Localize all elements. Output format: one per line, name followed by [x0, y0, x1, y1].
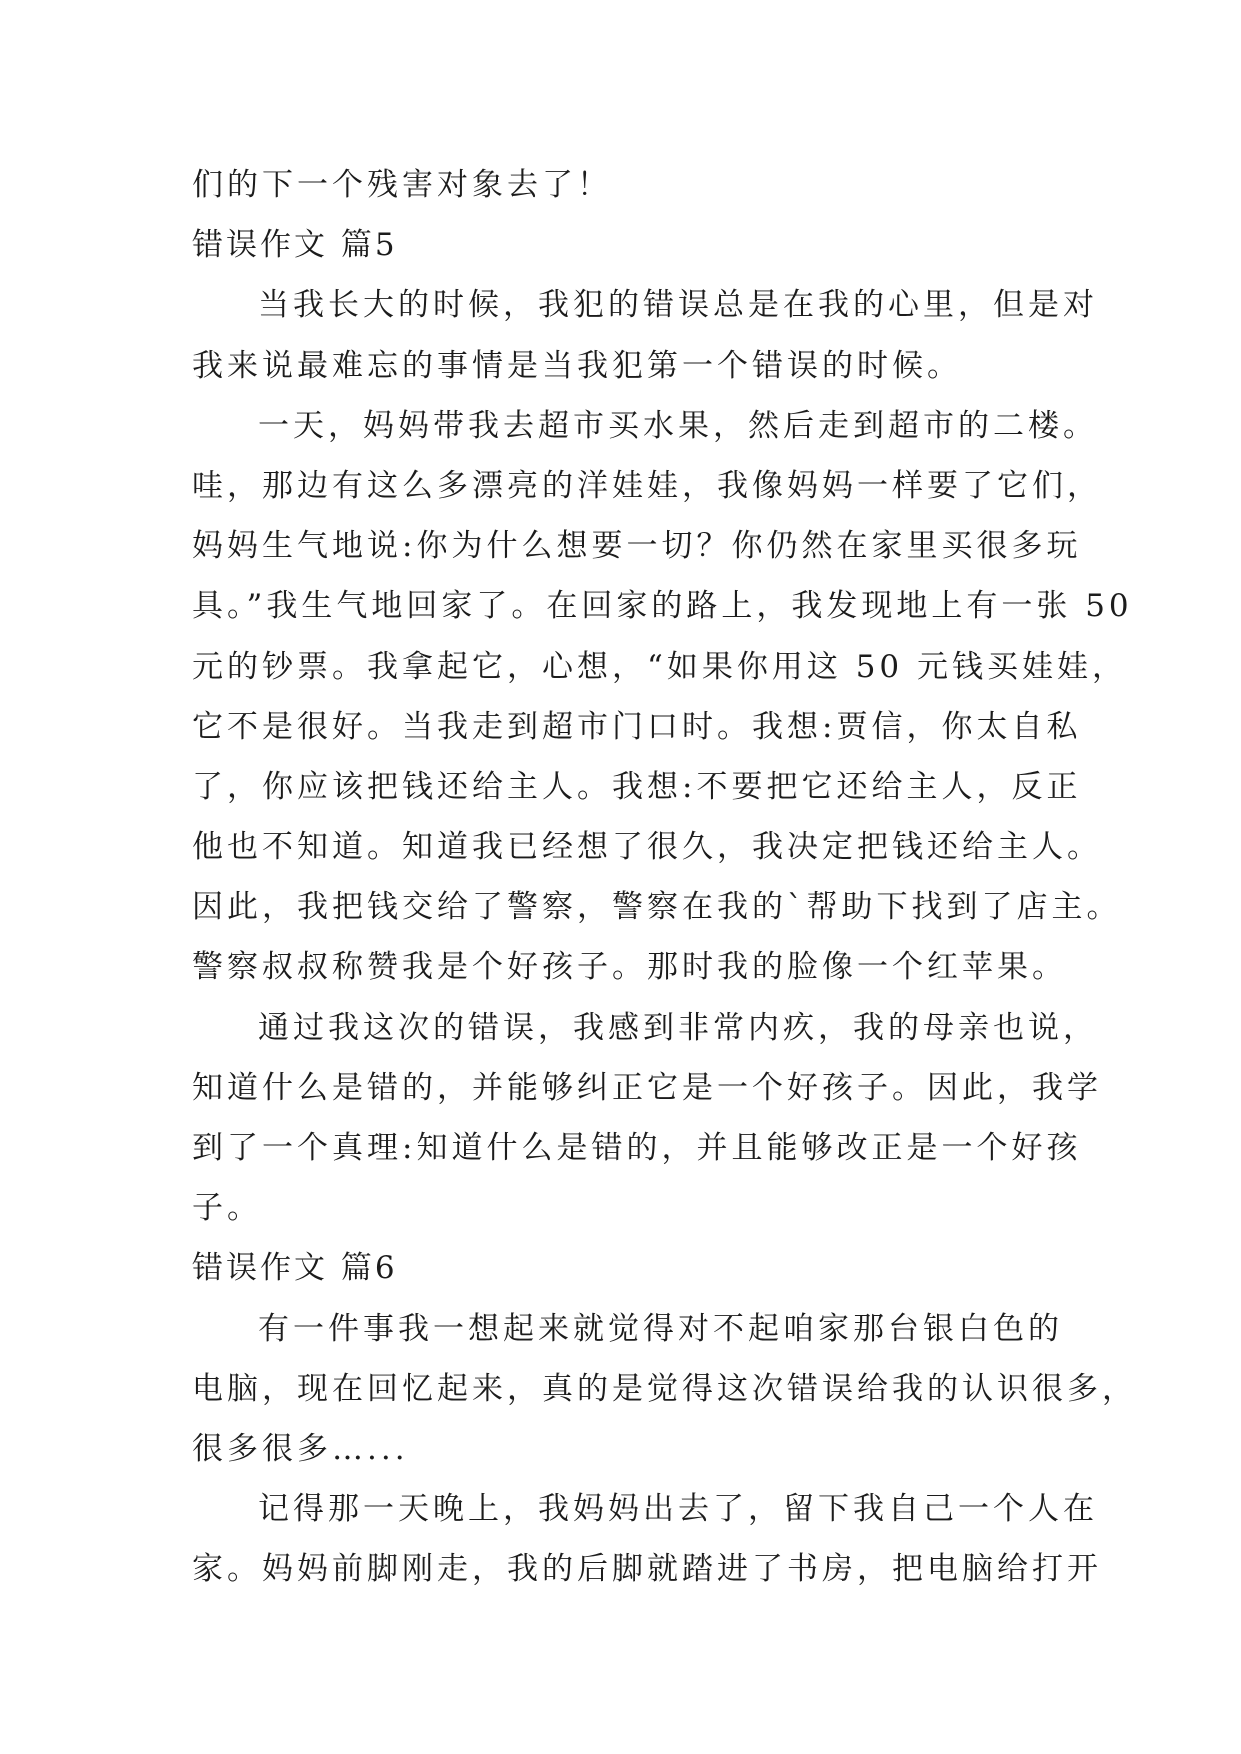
text-line: 妈妈生气地说:你为什么想要一切？你仍然在家里买很多玩: [192, 528, 1082, 565]
text-line: 电脑，现在回忆起来，真的是觉得这次错误给我的认识很多，: [192, 1370, 1137, 1407]
text-line: 们的下一个残害对象去了！: [192, 167, 612, 203]
text-line: 警察叔叔称赞我是个好孩子。那时我的脸像一个红苹果。: [192, 949, 1067, 986]
text-line: 子。: [192, 1190, 262, 1227]
text-line: 他也不知道。知道我已经想了很久，我决定把钱还给主人。: [192, 829, 1102, 866]
paragraph-first-line: 当我长大的时候，我犯的错误总是在我的心里，但是对: [258, 287, 1098, 324]
paragraph-first-line: 一天，妈妈带我去超市买水果，然后走到超市的二楼。: [258, 407, 1098, 444]
text-line: 到了一个真理:知道什么是错的，并且能够改正是一个好孩: [192, 1130, 1082, 1166]
text-line: 了，你应该把钱还给主人。我想:不要把它还给主人，反正: [192, 768, 1082, 805]
section-heading: 错误作文 篇6: [192, 1250, 398, 1287]
text-line: 具。”我生气地回家了。在回家的路上，我发现地上有一张 50: [192, 588, 1133, 625]
text-line: 家。妈妈前脚刚走，我的后脚就踏进了书房，把电脑给打开: [192, 1551, 1102, 1588]
text-line: 它不是很好。当我走到超市门口时。我想:贾信，你太自私: [192, 708, 1082, 745]
text-line: 元的钞票。我拿起它，心想，“如果你用这 50 元钱买娃娃，: [192, 648, 1127, 685]
text-line: 知道什么是错的，并能够纠正它是一个好孩子。因此，我学: [192, 1069, 1102, 1106]
paragraph-first-line: 记得那一天晚上，我妈妈出去了，留下我自己一个人在: [258, 1491, 1098, 1528]
section-heading: 错误作文 篇5: [192, 227, 398, 264]
paragraph-first-line: 有一件事我一想起来就觉得对不起咱家那台银白色的: [258, 1310, 1063, 1347]
text-line: 因此，我把钱交给了警察，警察在我的`帮助下找到了店主。: [192, 889, 1122, 926]
text-line: 哇，那边有这么多漂亮的洋娃娃，我像妈妈一样要了它们，: [192, 467, 1102, 504]
paragraph-first-line: 通过我这次的错误，我感到非常内疚，我的母亲也说，: [258, 1009, 1098, 1046]
document-body: [192, 155, 1137, 1600]
text-line: 我来说最难忘的事情是当我犯第一个错误的时候。: [192, 347, 962, 384]
text-line: 很多很多…...: [192, 1430, 409, 1467]
